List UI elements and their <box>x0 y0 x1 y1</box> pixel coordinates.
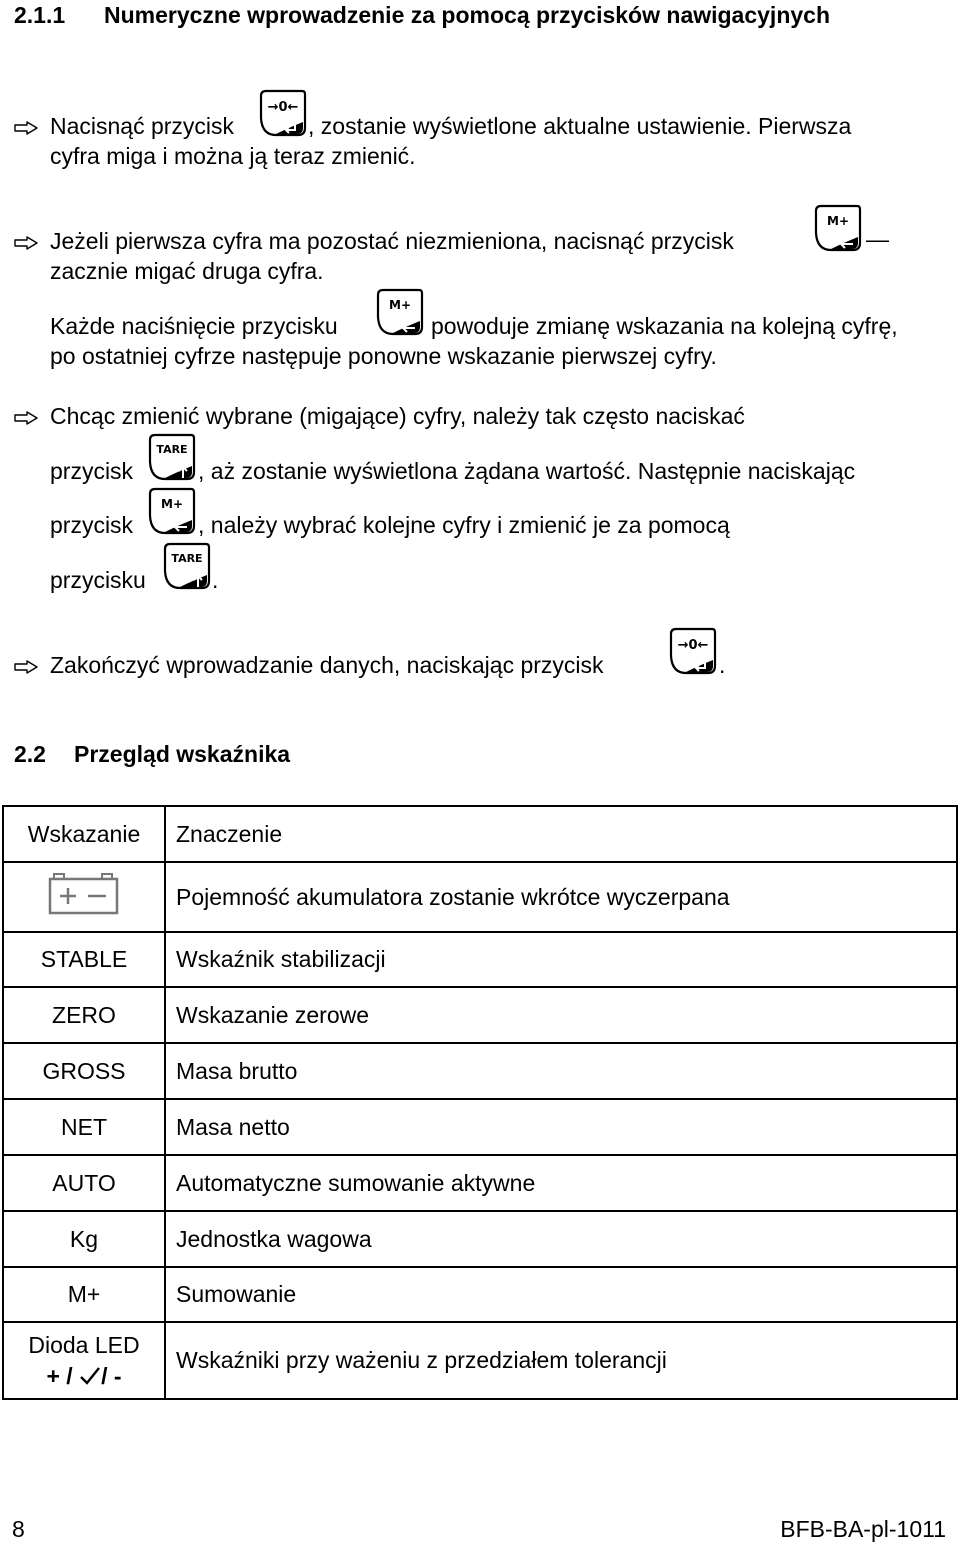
step-2-dash: — <box>866 226 889 252</box>
led-symbols <box>14 1363 154 1390</box>
step-2-text-e: po ostatniej cyfrze następuje ponowne wskazanie pierwszej cyfry. <box>50 343 717 369</box>
step-4-text-a: Zakończyć wprowadzanie danych, naciskając przycisk <box>50 652 604 678</box>
meaning-kg: Jednostka wagowa <box>165 1211 957 1267</box>
section-number: 2.2 <box>14 741 46 767</box>
section-heading-2-1-1 <box>14 2 830 29</box>
meaning-stable: Wskaźnik stabilizacji <box>165 932 957 987</box>
step-3-text-f: przycisku <box>50 567 146 593</box>
document-code: BFB-BA-pl-1011 <box>780 1516 946 1542</box>
check-mark-icon <box>79 1366 101 1386</box>
hollow-right-arrow-icon <box>14 411 38 425</box>
meaning-zero: Wskazanie zerowe <box>165 987 957 1043</box>
battery-cell <box>3 862 165 932</box>
m-plus-back-key-icon <box>375 287 425 337</box>
indicator-mplus: M+ <box>3 1267 165 1322</box>
indicator-kg: Kg <box>3 1211 165 1267</box>
indicator-stable: STABLE <box>3 932 165 987</box>
step-2-text-d: powoduje zmianę wskazania na kolejną cyfrę, <box>431 313 898 339</box>
step-3-text-a: Chcąc zmienić wybrane (migające) cyfry, należy tak często naciskać <box>50 403 745 429</box>
step-2-text-c: Każde naciśnięcie przycisku <box>50 313 338 339</box>
indicator-auto: AUTO <box>3 1155 165 1211</box>
meaning-gross: Masa brutto <box>165 1043 957 1099</box>
indicator-table <box>2 805 958 1400</box>
table-row <box>3 862 957 932</box>
svg-text:M+: M+ <box>827 214 849 228</box>
tare-up-key-icon <box>162 541 212 591</box>
table-row <box>3 1155 957 1211</box>
m-plus-back-key-icon <box>147 486 197 536</box>
indicator-led <box>3 1322 165 1399</box>
section-title: Numeryczne wprowadzenie za pomocą przycisków nawigacyjnych <box>104 2 831 28</box>
meaning-auto: Automatyczne sumowanie aktywne <box>165 1155 957 1211</box>
table-row <box>3 1322 957 1399</box>
tare-up-key-icon <box>147 432 197 482</box>
svg-text:TARE: TARE <box>156 443 188 456</box>
step-4-text-b: . <box>719 652 726 678</box>
step-2-text-b: zacznie migać druga cyfra. <box>50 258 324 284</box>
step-3-text-b: przycisk <box>50 458 134 484</box>
led-plus: + / <box>46 1362 73 1389</box>
header-meaning: Znaczenie <box>165 806 957 862</box>
step-1-text-a: Nacisnąć przycisk <box>50 113 235 139</box>
step-1-text-c: cyfra miga i można ją teraz zmienić. <box>50 143 416 169</box>
svg-text:→0←: →0← <box>267 100 299 115</box>
step-3-text-c: , aż zostanie wyświetlona żądana wartość. Następnie naciskając <box>198 458 856 484</box>
svg-text:M+: M+ <box>161 497 183 511</box>
meaning-net: Masa netto <box>165 1099 957 1155</box>
led-minus: / - <box>101 1362 122 1389</box>
step-3-text-g: . <box>212 567 219 593</box>
hollow-right-arrow-icon <box>14 121 38 135</box>
section-heading-2-2 <box>14 741 290 768</box>
table-row <box>3 932 957 987</box>
step-2-text-a: Jeżeli pierwsza cyfra ma pozostać niezmieniona, nacisnąć przycisk <box>50 228 734 254</box>
header-indicator: Wskazanie <box>3 806 165 862</box>
table-row <box>3 1211 957 1267</box>
table-row <box>3 1267 957 1322</box>
indicator-net: NET <box>3 1099 165 1155</box>
led-label: Dioda LED <box>28 1331 140 1358</box>
meaning-mplus: Sumowanie <box>165 1267 957 1322</box>
m-plus-back-key-icon <box>813 203 863 253</box>
table-row <box>3 1099 957 1155</box>
zero-enter-key-icon <box>258 88 308 138</box>
hollow-right-arrow-icon <box>14 660 38 674</box>
svg-text:M+: M+ <box>389 298 411 312</box>
battery-icon <box>48 872 120 916</box>
indicator-gross: GROSS <box>3 1043 165 1099</box>
section-number: 2.1.1 <box>14 2 66 28</box>
page-number: 8 <box>12 1516 25 1542</box>
table-row <box>3 987 957 1043</box>
section-title: Przegląd wskaźnika <box>74 741 291 767</box>
svg-text:→0←: →0← <box>677 638 709 653</box>
meaning-led: Wskaźniki przy ważeniu z przedziałem tolerancji <box>165 1322 957 1399</box>
battery-meaning: Pojemność akumulatora zostanie wkrótce wyczerpana <box>165 862 957 932</box>
indicator-zero: ZERO <box>3 987 165 1043</box>
step-3-text-d: przycisk <box>50 512 134 538</box>
table-row <box>3 1043 957 1099</box>
svg-text:TARE: TARE <box>171 552 203 565</box>
zero-enter-key-icon <box>668 626 718 676</box>
step-1-text-b: , zostanie wyświetlone aktualne ustawienie. Pierwsza <box>308 113 852 139</box>
table-header-row <box>3 806 957 862</box>
hollow-right-arrow-icon <box>14 236 38 250</box>
step-3-text-e: , należy wybrać kolejne cyfry i zmienić je za pomocą <box>198 512 730 538</box>
